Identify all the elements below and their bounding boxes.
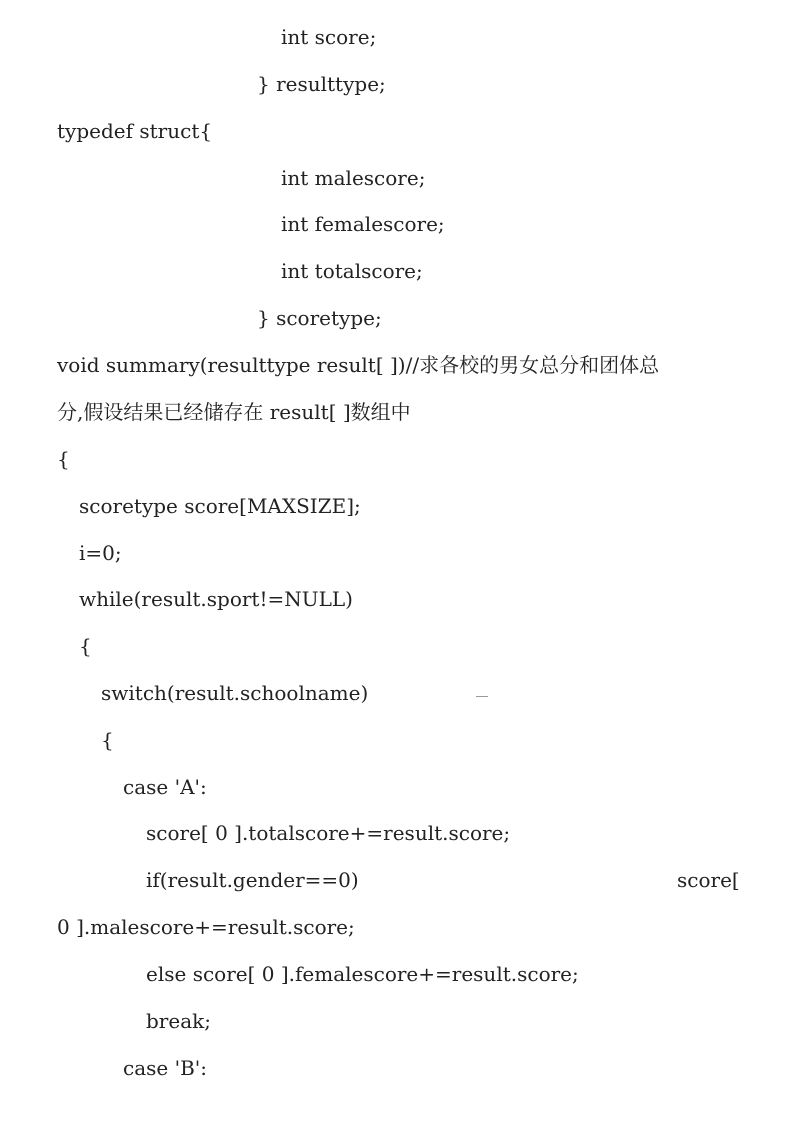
code-line: { — [79, 634, 92, 658]
code-line: i=0; — [79, 541, 122, 565]
code-line-with-comment: void summary(resulttype result[ ])//求各校的男女总分和团体总 — [57, 353, 660, 377]
code-line: { — [57, 447, 70, 471]
code-line: if(result.gender==0) — [146, 868, 359, 892]
code-line: int score; — [281, 25, 377, 49]
code-line: score[ 0 ].totalscore+=result.score; — [146, 821, 511, 845]
text-cursor-mark — [476, 696, 488, 697]
code-line: { — [101, 728, 114, 752]
code-line: case 'B': — [123, 1056, 208, 1080]
comment-continuation: 分,假设结果已经储存在 result[ ]数组中 — [57, 400, 411, 424]
code-line-wrapped-end: 0 ].malescore+=result.score; — [57, 915, 355, 939]
code-line: } scoretype; — [257, 306, 382, 330]
code-line: typedef struct{ — [57, 119, 213, 143]
code-line: } resulttype; — [257, 72, 386, 96]
code-line: int malescore; — [281, 166, 426, 190]
code-line: while(result.sport!=NULL) — [79, 587, 353, 611]
code-line: else score[ 0 ].femalescore+=result.score; — [146, 962, 579, 986]
code-line: int femalescore; — [281, 212, 445, 236]
code-line: break; — [146, 1009, 211, 1033]
code-line: scoretype score[MAXSIZE]; — [79, 494, 361, 518]
code-line: int totalscore; — [281, 259, 423, 283]
code-line: case 'A': — [123, 775, 207, 799]
code-line: switch(result.schoolname) — [101, 681, 369, 705]
code-line-wrapped-start: score[ — [677, 868, 740, 892]
